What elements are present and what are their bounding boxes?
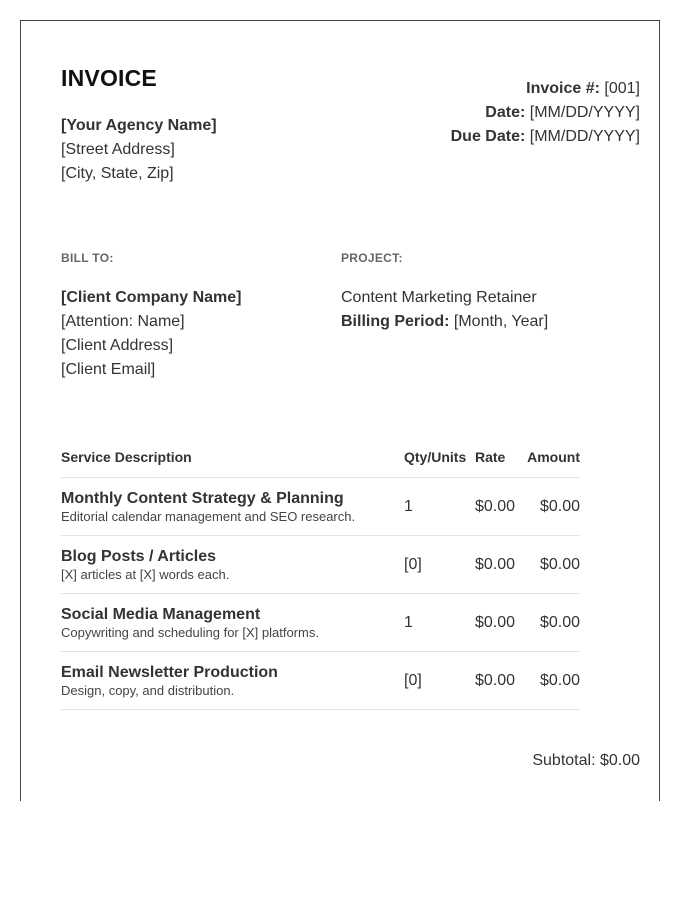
invoice-date-line [451, 101, 640, 125]
invoice-date-value: [MM/DD/YYYY] [529, 104, 640, 121]
table-row [61, 478, 580, 536]
service-amount: $0.00 [539, 672, 580, 689]
service-rate: $0.00 [475, 498, 516, 515]
service-description: Copywriting and scheduling for [X] platforms. [61, 625, 319, 640]
service-name: Monthly Content Strategy & Planning [61, 490, 344, 507]
service-name: Blog Posts / Articles [61, 548, 216, 565]
due-date-label: Due Date: [450, 128, 526, 145]
invoice-number-value: [001] [604, 80, 640, 97]
billing-period-value: [Month, Year] [453, 313, 549, 330]
client-address: [Client Address] [61, 337, 174, 354]
service-qty: [0] [404, 672, 422, 689]
header-service-description: Service Description [61, 449, 192, 465]
invoice-number-label: Invoice #: [526, 80, 600, 97]
bill-to-label: BILL TO: [61, 251, 114, 265]
client-attention: [Attention: Name] [61, 313, 185, 330]
agency-address-block [61, 114, 217, 186]
invoice-number-line [451, 77, 640, 101]
agency-name: [Your Agency Name] [61, 117, 217, 134]
service-amount: $0.00 [539, 498, 580, 515]
table-header [61, 447, 580, 478]
invoice-title: INVOICE [61, 65, 157, 91]
table-row [61, 536, 580, 594]
table-row [61, 652, 580, 710]
service-description: Design, copy, and distribution. [61, 683, 235, 698]
billing-period-label: Billing Period: [341, 313, 450, 330]
service-qty: 1 [404, 614, 413, 631]
due-date-value: [MM/DD/YYYY] [529, 128, 640, 145]
service-amount: $0.00 [539, 614, 580, 631]
agency-street: [Street Address] [61, 141, 175, 158]
service-qty: [0] [404, 556, 422, 573]
service-description: Editorial calendar management and SEO research. [61, 509, 356, 524]
table-row [61, 594, 580, 652]
service-description: [X] articles at [X] words each. [61, 567, 230, 582]
project-label: PROJECT: [341, 251, 403, 265]
client-email: [Client Email] [61, 361, 156, 378]
service-name: Email Newsletter Production [61, 664, 278, 681]
project-name: Content Marketing Retainer [341, 289, 537, 306]
due-date-line [451, 125, 640, 149]
header-amount: Amount [527, 449, 580, 465]
services-table [61, 447, 580, 710]
service-amount: $0.00 [539, 556, 580, 573]
service-qty: 1 [404, 498, 413, 515]
client-company-name: [Client Company Name] [61, 289, 242, 306]
agency-city: [City, State, Zip] [61, 165, 174, 182]
invoice-meta [451, 77, 640, 149]
service-rate: $0.00 [475, 556, 516, 573]
invoice-date-label: Date: [485, 104, 526, 121]
project-block [341, 252, 548, 334]
header-qty-units: Qty/Units [404, 449, 467, 465]
subtotal: Subtotal: $0.00 [532, 752, 640, 769]
service-rate: $0.00 [475, 614, 516, 631]
billing-period-line [341, 310, 548, 334]
header-rate: Rate [475, 449, 506, 465]
bill-to-block [61, 252, 241, 382]
service-name: Social Media Management [61, 606, 261, 623]
service-rate: $0.00 [475, 672, 516, 689]
